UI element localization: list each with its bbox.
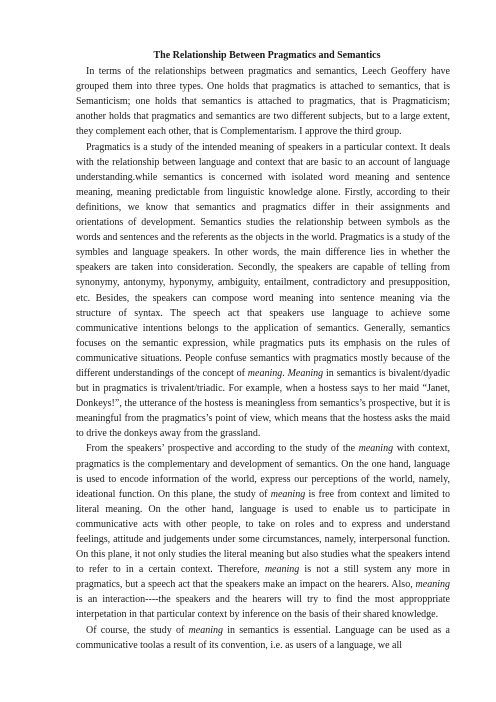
italic-term: meaning [247,367,283,379]
text-run: in semantics is essential. Language can be used as a communicative toolas a result of its convention, i.e. as users of a language, we all [76,624,450,651]
paragraph [76,623,450,653]
text-run: From the speakers’ prospective and according to the study of the [86,443,359,455]
text-run: . [282,367,288,379]
paragraph [76,140,450,442]
document-body [76,64,450,653]
italic-term: meaning [415,579,450,591]
italic-term: meaning [264,564,300,576]
text-run: In terms of the relationships between pragmatics and semantics, Leech Geoffery have grouped them into three types. One holds that pragmatics is attached to semantics, that is Semanticism; one holds that semantics is attached to pragmatics, that is Pragmaticism; another holds that pragmatics and semantics are two different subjects, but to a large extent, they complement each other, that is Complementarism. I approve the third group. [76,66,450,138]
text-run: with context, pragmatics is the complementary and development of semantics. On the one hand, language is used to encode information of the world, express our perceptions of the world, namely, ideational function. On this plane, the study of [76,443,450,500]
text-run: in semantics is bivalent/dyadic but in pragmatics is trivalent/triadic. For example, when a hostess says to her maid “Janet, Donkeys!”, the utterance of the hostess is meaningless from semantics’s prospective, but it is meaningful from the pragmatics’s point of view, which means that the hostess asks the maid to drive the donkeys away from the grassland. [76,367,450,440]
italic-term: meaning [358,443,394,455]
text-run: is not a still system any more in pragmatics, but a speech act that the speakers make an impact on the hearers. Also, [76,564,450,591]
text-run: is free from context and limited to literal meaning. On the other hand, language is used to enable us to participate in communicative acts with other people, to take on roles and to express and understand feelings, attitude and judgements under some circumstances, namely, interpersonal function. On this plane, it not only studies the literal meaning but also studies what the speakers intend to refer to in a certain context. Therefore, [76,488,450,576]
italic-term: Meaning [287,367,324,379]
text-run: Pragmatics is a study of the intended meaning of speakers in a particular context. It deals with the relationship between language and context that are basic to an account of language understanding.while semantics is concerned with isolated word meaning and sentence meaning, meaning predictable from linguistic knowledge alone. Firstly, according to their definitions, we know that semantics and pragmatics differ in their assignments and orientations of development. Semantics studies the relationship between symbols as the words and sentences and the referents as the objects in the world. Pragmatics is a study of the symbles and language speakers. In other words, the main difference lies in whether the speakers are taken into consideration. Secondly, the speakers are capable of telling from synonymy, antonymy, hyponymy, ambiguity, entailment, contradictory and presupposition, etc. Besides, the speakers can compose word meaning into sentence meaning via the structure of syntax. The speech act that speakers use language to achieve some communicative intentions belongs to the application of semantics. Generally, semantics focuses on the semantic expression, while pragmatics puts its emphasis on the rules of communicative situations. People confuse semantics with pragmatics mostly because of the different understandings of the concept of [76,141,450,379]
document-title: The Relationship Between Pragmatics and Semantics [153,50,381,61]
paragraph [76,64,450,139]
paragraph [76,441,450,622]
text-run: is an interaction----the speakers and the hearers will try to find the most approppriate interpetation in that particular context by inference on the basis of their shared knowledge. [76,594,450,621]
italic-term: meaning [270,488,306,500]
italic-term: meaning [188,624,223,636]
text-run: Of course, the study of [86,624,189,636]
